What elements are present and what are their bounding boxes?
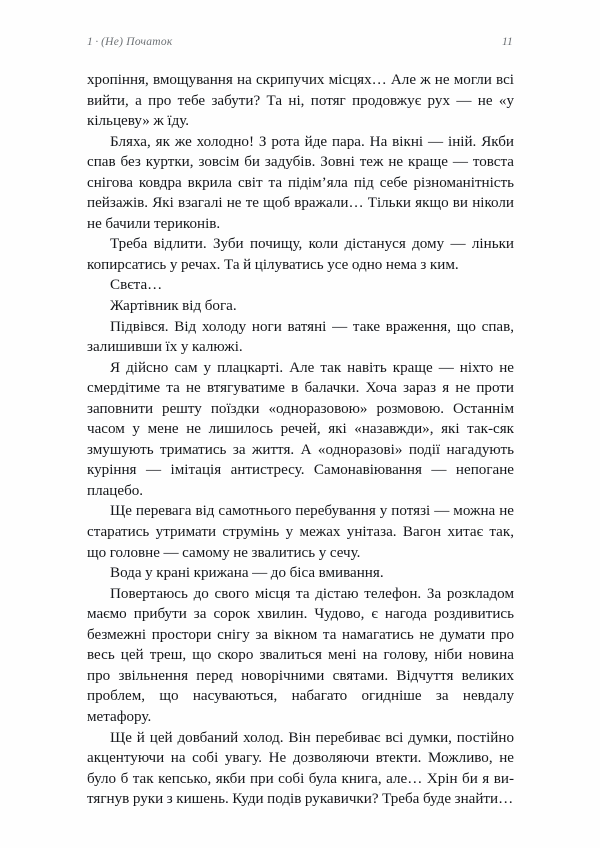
paragraph: Ще перевага від самотнього перебування у потязі — можна не старатись утримати струмінь у межах унітаза. Вагон хитає так, що головне — самому не звалитись у сечу.: [87, 503, 514, 561]
paragraph: Треба відлити. Зуби почищу, коли дістануся дому — ліньки копирсатись у речах. Та й цілуватись усе одно нема з ким.: [87, 236, 514, 273]
paragraph: Свєта…: [110, 277, 163, 294]
paragraph: Підвівся. Від холоду ноги ватяні — таке враження, що спав, залишивши їх у калюжі.: [87, 318, 514, 356]
paragraph: хропіння, вмощування на скрипучих місцях… Але ж не могли всі вийти, а про тебе забути? Та ні, потяг продовжує рух — не «у кільцеву» ж їду.: [87, 72, 514, 130]
paragraph: Вода у крані крижана — до біса вмивання.: [110, 565, 384, 582]
running-head-chapter: [87, 36, 172, 48]
paragraph: Бляха, як же холодно! З рота йде пара. На вікні — іній. Якби спав без куртки, зовсім би задубів. Зовні теж не краще — товста снігова ковдра вкрила світ та підім’яла під себе різноманітність пейзажів. Які взагалі не те щоб вражали… Тільки якщо ви ніколи не бачили териконів.: [87, 133, 514, 232]
paragraph: Жартівник від бога.: [110, 298, 237, 315]
running-head: [87, 36, 513, 54]
page-number: 11: [501, 36, 513, 48]
chapter-title: (Не) Початок: [101, 36, 173, 48]
body-text-block: [87, 70, 514, 810]
paragraph: Повертаюсь до свого місця та дістаю телефон. За розкладом маємо прибути за сорок хвилин. Чудово, є нагода роздивитись безмежні простори снігу за вікном та намагатись не думати про весь цей треш, що скоро звалиться мені на голову, ніби новина про звільнення перед новорічними святами. Відчуття великих проблем, що насуваються, набагато огидніше за невдалу метафору.: [87, 585, 514, 725]
chapter-number: 1: [87, 36, 93, 48]
paragraph: Ще й цей довбаний холод. Він перебиває всі думки, постійно акцентуючи на собі увагу. Не дозволяючи втекти. Можливо, не було б так кепсько, якби при собі була книга, але… Хрін би я витягнув руки з кишень. Куди подів рукавички? Треба буде знайти…: [87, 729, 514, 808]
paragraph: Я дійсно сам у плацкарті. Але так навіть краще — ніхто не смердітиме та не втягуватиме в балачки. Хоча зараз я не проти заповнити решту поїздки «одноразовою» розмовою. Останнім часом у мене не лишилось речей, які «назавжди», які так-сяк змушують триматись за життя. А «одноразові» події нагадують куріння — імітація антистресу. Самонавіювання — непогане плацебо.: [87, 359, 514, 499]
running-head-separator: ·: [95, 36, 100, 48]
